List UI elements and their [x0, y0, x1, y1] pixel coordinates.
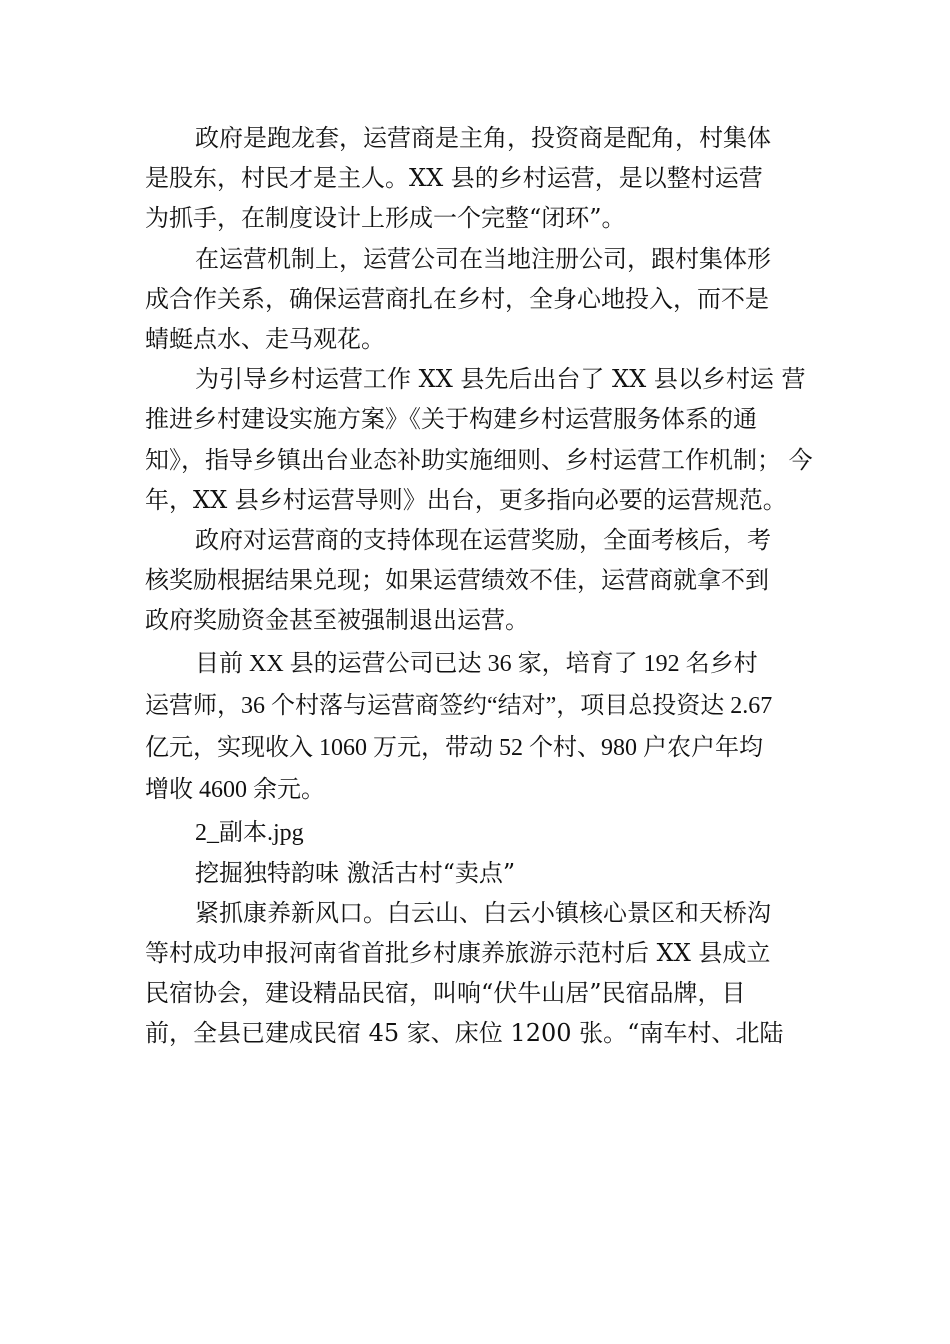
paragraph-line: 核奖励根据结果兑现；如果运营绩效不佳，运营商就拿不到 [145, 566, 769, 595]
paragraph-line: 为引导乡村运营工作 XX 县先后出台了 XX 县以乡村运 营 [195, 365, 806, 394]
section-heading: 挖掘独特韵味 激活古村“卖点” [195, 858, 516, 887]
paragraph-4 [145, 520, 815, 641]
paragraph-line: 目前 XX 县的运营公司已达 36 家，培育了 192 名乡村 [195, 650, 758, 677]
paragraph-line: 运营师，36 个村落与运营商签约“结对”，项目总投资达 2.67 [145, 692, 773, 719]
image-caption: 2_副本.jpg [195, 819, 304, 846]
paragraph-line: 成合作关系，确保运营商扎在乡村，全身心地投入，而不是 [145, 284, 769, 313]
paragraph-line: 为抓手，在制度设计上形成一个完整“闭环”。 [145, 204, 626, 233]
paragraph-line: 政府是跑龙套，运营商是主角，投资商是配角，村集体 [195, 124, 771, 152]
paragraph-line: 政府奖励资金甚至被强制退出运营。 [145, 606, 529, 635]
paragraph-line: 蜻蜓点水、走马观花。 [145, 325, 385, 354]
paragraph-3 [145, 359, 815, 520]
paragraph-line: 前，全县已建成民宿 45 家、床位 1200 张。“南车村、北陆 [145, 1019, 784, 1048]
paragraph-line: 在运营机制上，运营公司在当地注册公司，跟村集体形 [195, 244, 771, 273]
paragraph-line: 民宿协会，建设精品民宿，叫响“伏牛山居”民宿品牌，目 [145, 979, 746, 1008]
paragraph-line: 等村成功申报河南省首批乡村康养旅游示范村后 XX 县成立 [145, 938, 771, 967]
paragraph-2 [145, 239, 815, 360]
paragraph-line: 增收 4600 余元。 [145, 776, 325, 803]
paragraph-line: 紧抓康养新风口。白云山、白云小镇核心景区和天桥沟 [195, 898, 771, 927]
paragraph-1 [145, 118, 815, 239]
paragraph-6 [145, 893, 815, 1054]
paragraph-5 [145, 643, 815, 811]
paragraph-line: 政府对运营商的支持体现在运营奖励，全面考核后，考 [195, 526, 771, 555]
document-body [145, 118, 815, 1053]
paragraph-line: 年，XX 县乡村运营导则》出台，更多指向必要的运营规范。 [145, 485, 787, 514]
paragraph-line: 亿元，实现收入 1060 万元，带动 52 个村、980 户农户年均 [145, 734, 763, 761]
paragraph-line: 推进乡村建设实施方案》《关于构建乡村运营服务体系的通 [145, 405, 757, 434]
paragraph-line: 是股东，村民才是主人。XX 县的乡村运营，是以整村运营 [145, 164, 763, 193]
paragraph-line: 知》，指导乡镇出台业态补助实施细则、乡村运营工作机制； 今 [145, 445, 813, 474]
